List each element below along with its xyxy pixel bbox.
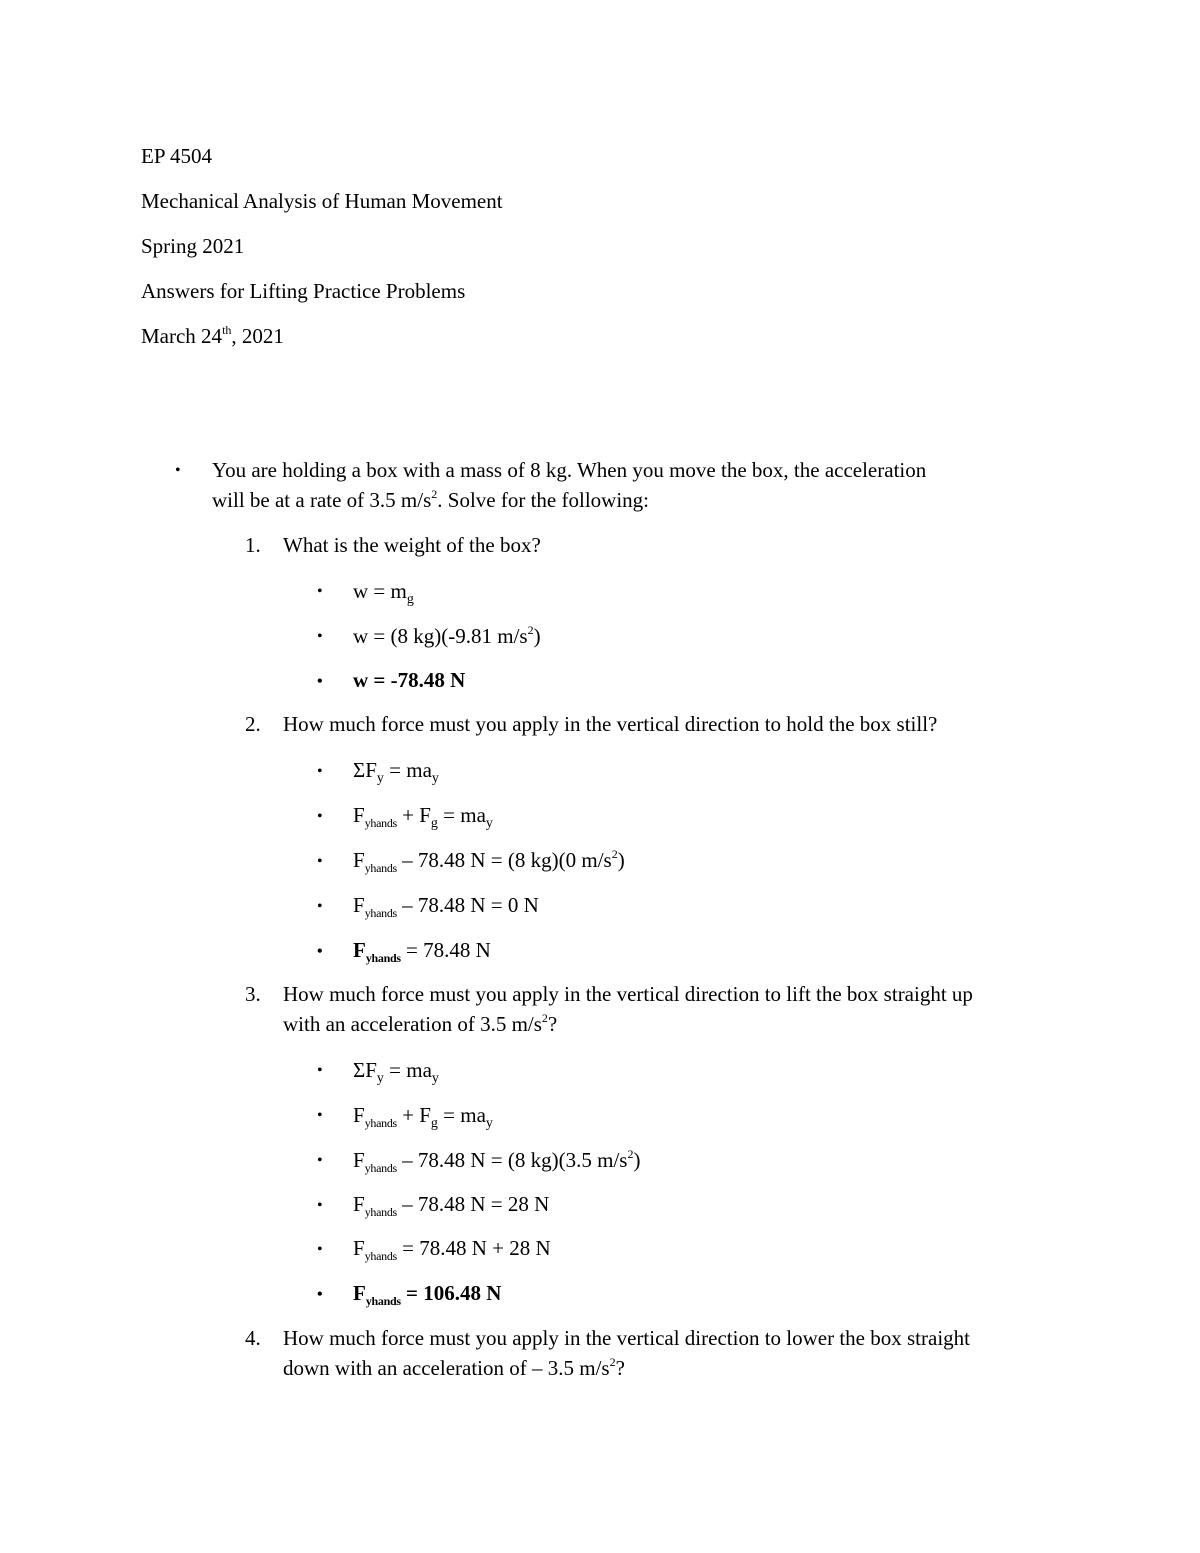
- q1-question: What is the weight of the box?: [283, 533, 541, 557]
- q2-step-3: $F_{yhands} - 78.48$ N = (8 kg)(0 $m/s^2$): [353, 847, 625, 875]
- q3-question-line-1: How much force must you apply in the vertical direction to lift the box straight up: [283, 982, 973, 1006]
- bullet: •: [317, 1197, 323, 1214]
- bullet: •: [317, 898, 323, 915]
- bullet: •: [317, 1152, 323, 1169]
- intro-bullet: •: [175, 462, 181, 479]
- q3-step-4: $F_{yhands} - 78.48$ N = 28 N: [353, 1192, 550, 1219]
- q3-question-line-2: with an acceleration of 3.5 $m/s^2$?: [283, 1011, 558, 1036]
- q2-step-2: $F_{yhands} + F_g = ma_y$: [353, 803, 493, 831]
- q2-number: 2.: [245, 712, 261, 736]
- q3-step-2: $F_{yhands} + F_g = ma_y$: [353, 1103, 493, 1131]
- intro-line-1: You are holding a box with a mass of 8 kg. When you move the box, the acceleration: [212, 458, 927, 482]
- bullet: •: [317, 1107, 323, 1124]
- bullet: •: [317, 1286, 323, 1303]
- q4-question-line-2: down with an acceleration of – 3.5 $m/s^2$?: [283, 1355, 625, 1380]
- q2-step-1: $\Sigma F_y = ma_y$: [353, 758, 439, 786]
- q1-answer: w = -78.48 N: [353, 668, 466, 692]
- q1-step-2: w = (8 kg)(-9.81 $m/s^2$): [353, 623, 541, 648]
- bullet: •: [317, 943, 323, 960]
- q1-number: 1.: [245, 533, 261, 557]
- bullet: •: [317, 763, 323, 780]
- q1-step-1: $w = m_g$: [353, 579, 414, 607]
- q2-question: How much force must you apply in the vertical direction to hold the box still?: [283, 712, 938, 736]
- q2-answer: $F_{yhands} = 78.48$ N: [353, 938, 491, 965]
- q3-step-5: $F_{yhands} = 78.48$ N + 28 N: [353, 1236, 551, 1263]
- document-title: Answers for Lifting Practice Problems: [141, 279, 466, 303]
- bullet: •: [317, 673, 323, 690]
- bullet: •: [317, 628, 323, 645]
- bullet: •: [317, 583, 323, 600]
- intro-line-2: will be at a rate of 3.5 $m/s^2$. Solve for the following:: [212, 487, 650, 512]
- q3-step-3: $F_{yhands} - 78.48$ N = (8 kg)(3.5 $m/s^2$): [353, 1147, 641, 1175]
- date: March 24th, 2021: [141, 323, 284, 348]
- q3-step-1: $\Sigma F_y = ma_y$: [353, 1058, 439, 1086]
- q4-number: 4.: [245, 1326, 261, 1350]
- bullet: •: [317, 853, 323, 870]
- q2-step-4: $F_{yhands} - 78.48$ N = 0 N: [353, 893, 539, 920]
- q3-number: 3.: [245, 982, 261, 1006]
- term: Spring 2021: [141, 234, 245, 258]
- bullet: •: [317, 1241, 323, 1258]
- course-title: Mechanical Analysis of Human Movement: [141, 189, 503, 213]
- course-code: EP 4504: [141, 144, 212, 168]
- bullet: •: [317, 808, 323, 825]
- q3-answer: $F_{yhands} = 106.48$ N: [353, 1281, 502, 1308]
- q4-question-line-1: How much force must you apply in the vertical direction to lower the box straight: [283, 1326, 970, 1350]
- bullet: •: [317, 1062, 323, 1079]
